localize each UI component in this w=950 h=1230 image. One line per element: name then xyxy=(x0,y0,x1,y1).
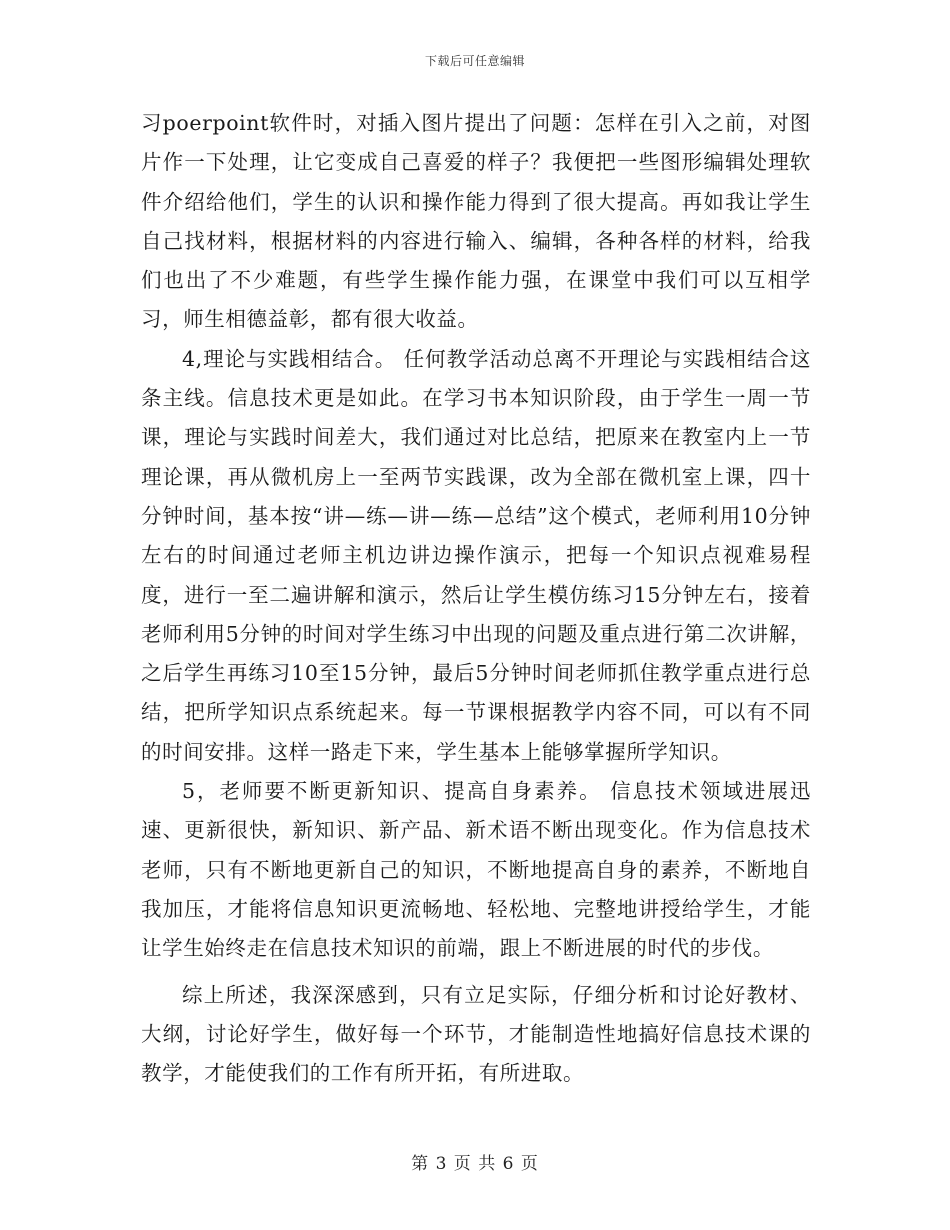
paragraph-teacher-knowledge: 5，老师要不断更新知识、提高自身素养。 信息技术领域进展迅速、更新很快，新知识、新产品、新术语不断出现变化。作为信息技术老师，只有不断地更新自己的知识，不断地提高自身的素养，不断地自我加压，才能将信息知识更流畅地、轻松地、完整地讲授给学生，才能让学生始终走在信息技术知识的前端，跟上不断进展的时代的步伐。 xyxy=(141,779,811,961)
paragraph-conclusion: 综上所述，我深深感到，只有立足实际，仔细分析和讨论好教材、大纲，讨论好学生，做好每一个环节，才能制造性地搞好信息技术课的教学，才能使我们的工作有所开拓，有所进取。 xyxy=(141,982,811,1086)
paragraph-continuation: 习poerpoint软件时，对插入图片提出了问题：怎样在引入之前，对图片作一下处理，让它变成自己喜爱的样子？我便把一些图形编辑处理软件介绍给他们，学生的认识和操作能力得到了很大提高。再如我让学生自己找材料，根据材料的内容进行输入、编辑，各种各样的材料，给我们也出了不少难题，有些学生操作能力强，在课堂中我们可以互相学习，师生相德益彰，都有很大收益。 xyxy=(141,111,811,332)
page-header: 下载后可任意编辑 xyxy=(424,54,525,68)
document-body xyxy=(141,104,811,1093)
page-number: 第 3 页 共 6 页 xyxy=(411,1154,539,1174)
paragraph-theory-practice: 4,理论与实践相结合。 任何教学活动总离不开理论与实践相结合这条主线。信息技术更是如此。在学习书本知识阶段，由于学生一周一节课，理论与实践时间差大，我们通过对比总结，把原来在教室内上一节理论课，再从微机房上一至两节实践课，改为全部在微机室上课，四十分钟时间，基本按“讲—练—讲—练—总结”这个模式，老师利用10分钟左右的时间通过老师主机边讲边操作演示，把每一个知识点视难易程度，进行一至二遍讲解和演示，然后让学生模仿练习15分钟左右，接着老师利用5分钟的时间对学生练习中出现的问题及重点进行第二次讲解，之后学生再练习10至15分钟，最后5分钟时间老师抓住教学重点进行总结，把所学知识点系统起来。每一节课根据教学内容不同，可以有不同的时间安排。这样一路走下来，学生基本上能够掌握所学知识。 xyxy=(141,346,811,764)
